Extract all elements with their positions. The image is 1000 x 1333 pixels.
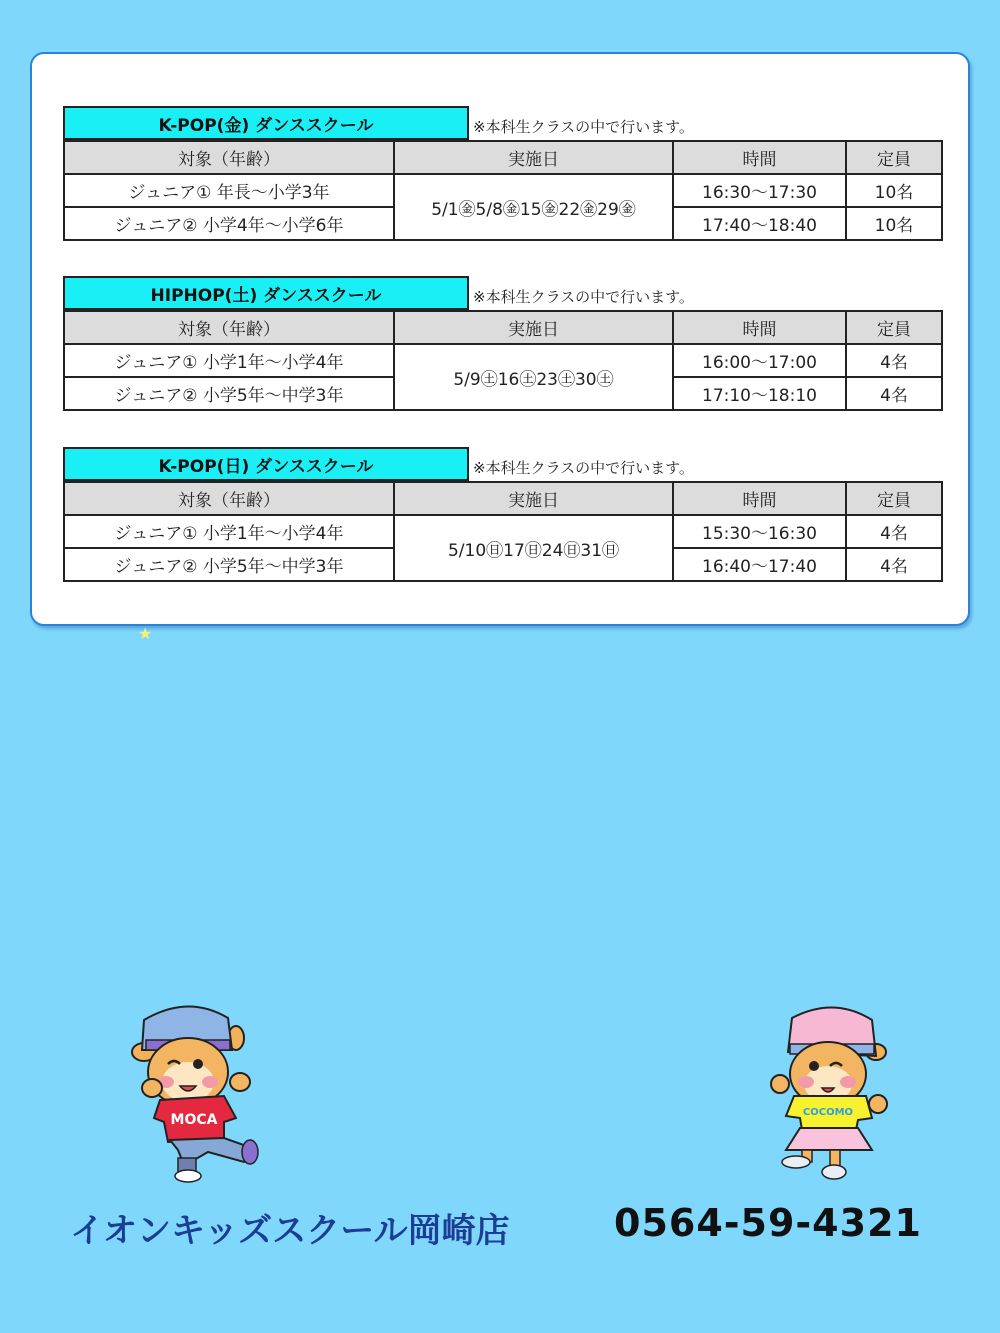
section-title: K-POP(日) ダンススクール <box>63 447 469 481</box>
section-title: K-POP(金) ダンススクール <box>63 106 469 140</box>
time-cell: 17:40～18:40 <box>673 207 846 240</box>
header-dates: 実施日 <box>394 311 673 344</box>
phone-number[interactable]: 0564-59-4321 <box>614 1201 922 1245</box>
header-target: 対象（年齢） <box>64 141 394 174</box>
header-dates: 実施日 <box>394 482 673 515</box>
table-row <box>64 515 942 548</box>
schedule-section-hiphop-sat <box>63 276 941 411</box>
header-time: 時間 <box>673 311 846 344</box>
capacity-cell: 10名 <box>846 207 942 240</box>
schedule-section-kpop-sun <box>63 447 941 582</box>
time-cell: 17:10～18:10 <box>673 377 846 410</box>
capacity-cell: 10名 <box>846 174 942 207</box>
header-time: 時間 <box>673 482 846 515</box>
table-row <box>64 344 942 377</box>
table-row <box>64 174 942 207</box>
moca-shirt-label: MOCA <box>170 1112 218 1128</box>
section-note: ※本科生クラスの中で行います。 <box>473 287 694 306</box>
capacity-cell: 4名 <box>846 344 942 377</box>
dates-cell: 5/9㊏16㊏23㊏30㊏ <box>394 344 673 410</box>
time-cell: 16:40～17:40 <box>673 548 846 581</box>
header-target: 対象（年齢） <box>64 311 394 344</box>
target-cell: ジュニア② 小学5年～中学3年 <box>64 548 394 581</box>
schedule-section-kpop-fri <box>63 106 941 241</box>
capacity-cell: 4名 <box>846 377 942 410</box>
header-capacity: 定員 <box>846 311 942 344</box>
capacity-cell: 4名 <box>846 548 942 581</box>
capacity-cell: 4名 <box>846 515 942 548</box>
time-cell: 16:00～17:00 <box>673 344 846 377</box>
dates-cell: 5/1㊎5/8㊎15㊎22㊎29㊎ <box>394 174 673 240</box>
time-cell: 16:30～17:30 <box>673 174 846 207</box>
header-time: 時間 <box>673 141 846 174</box>
cocomo-mascot <box>768 1000 890 1185</box>
schedule-card <box>30 52 970 626</box>
target-cell: ジュニア① 年長～小学3年 <box>64 174 394 207</box>
section-title: HIPHOP(土) ダンススクール <box>63 276 469 310</box>
header-capacity: 定員 <box>846 482 942 515</box>
header-capacity: 定員 <box>846 141 942 174</box>
cocomo-shirt-label: COCOMO <box>802 1107 854 1118</box>
star-icon: ★ <box>138 624 153 643</box>
schedule-table <box>63 481 943 582</box>
schedule-table <box>63 310 943 411</box>
schedule-table <box>63 140 943 241</box>
section-note: ※本科生クラスの中で行います。 <box>473 117 694 136</box>
header-dates: 実施日 <box>394 141 673 174</box>
school-name: イオンキッズスクール岡崎店 <box>70 1211 510 1251</box>
target-cell: ジュニア① 小学1年～小学4年 <box>64 515 394 548</box>
section-note: ※本科生クラスの中で行います。 <box>473 458 694 477</box>
target-cell: ジュニア② 小学5年～中学3年 <box>64 377 394 410</box>
target-cell: ジュニア② 小学4年～小学6年 <box>64 207 394 240</box>
target-cell: ジュニア① 小学1年～小学4年 <box>64 344 394 377</box>
time-cell: 15:30～16:30 <box>673 515 846 548</box>
dates-cell: 5/10㊐17㊐24㊐31㊐ <box>394 515 673 581</box>
moca-mascot <box>128 1000 268 1185</box>
header-target: 対象（年齢） <box>64 482 394 515</box>
